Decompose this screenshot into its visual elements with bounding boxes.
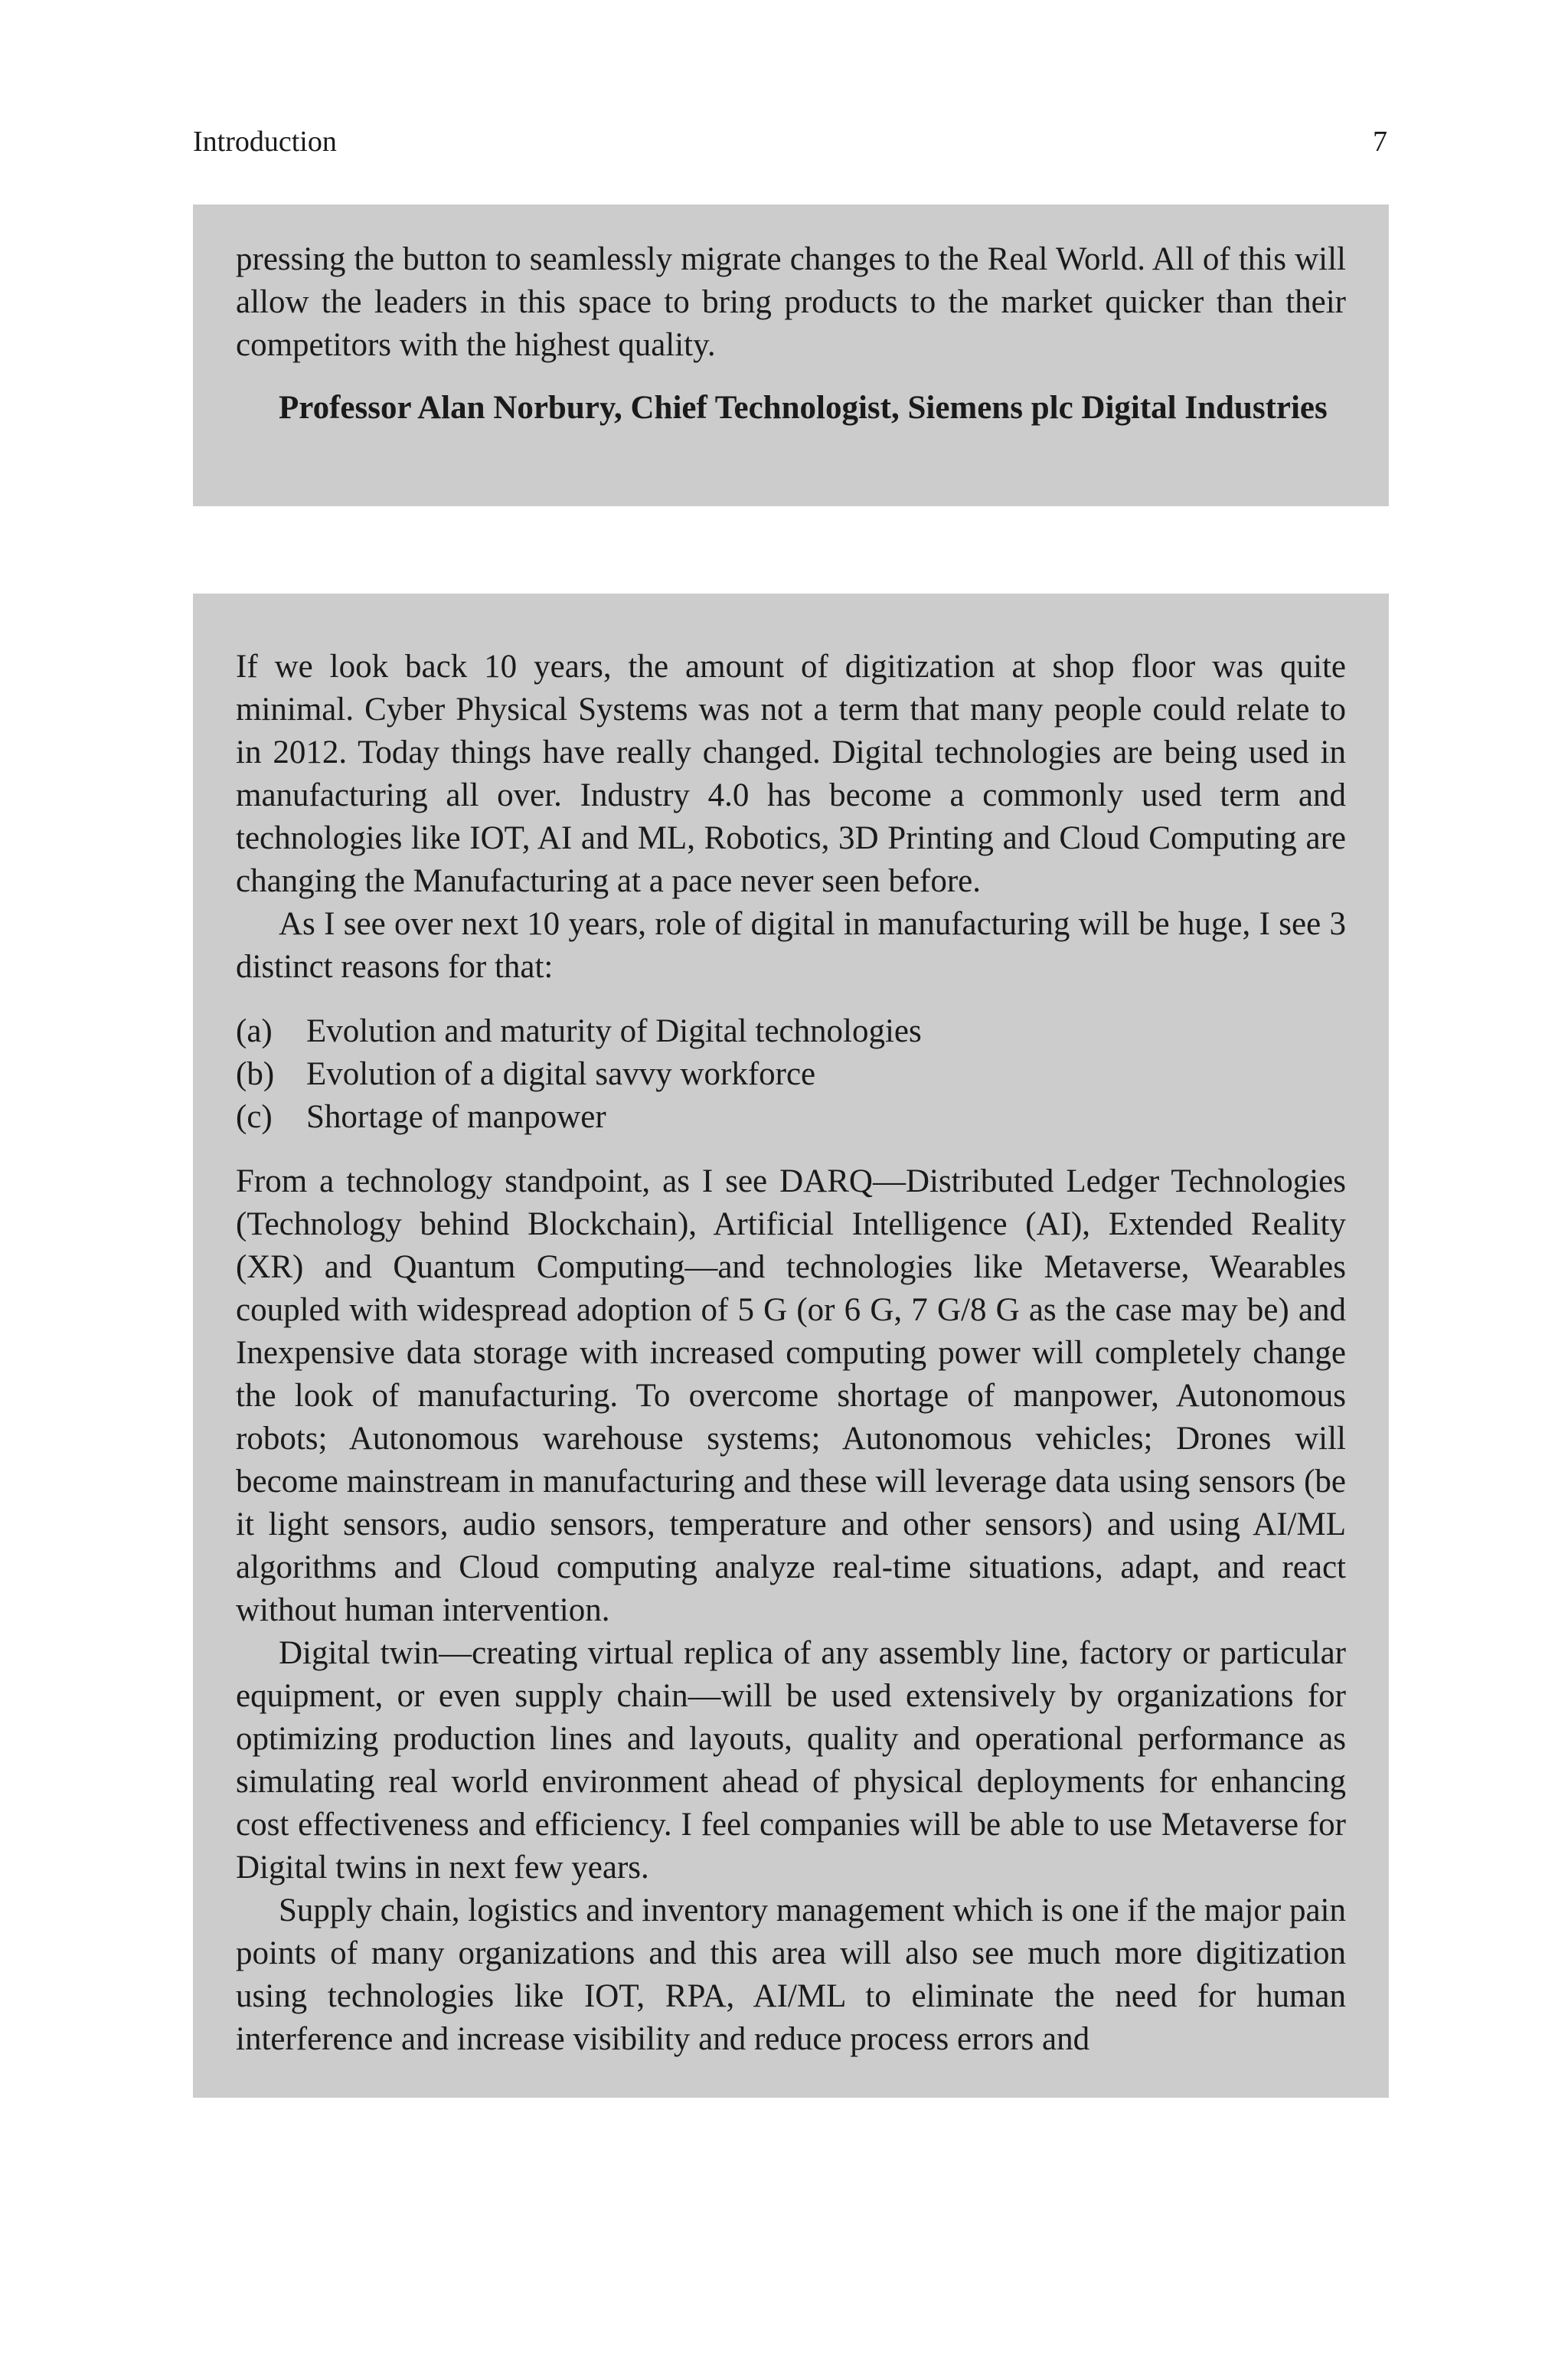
list-item-text: Evolution of a digital savvy workforce bbox=[306, 1056, 816, 1092]
quote-box-1 bbox=[193, 204, 1389, 506]
section-title: Introduction bbox=[193, 126, 337, 158]
body-paragraph: Supply chain, logistics and inventory management which is one if the major pain points of many organizations and this area will also see much more digitization using technologies like IOT, RPA, AI/ML to eliminate the need for human interference and increase visibility and reduce process errors and bbox=[236, 1892, 1346, 2057]
quote-box-2 bbox=[193, 594, 1389, 2098]
running-header bbox=[193, 123, 1387, 161]
list-item-text: Shortage of manpower bbox=[306, 1099, 606, 1135]
list-item bbox=[236, 1053, 1346, 1096]
page-number: 7 bbox=[1373, 126, 1387, 158]
reasons-list bbox=[236, 1010, 1346, 1139]
body-paragraph: Digital twin—creating virtual replica of any assembly line, factory or particular equipment, or even supply chain—will be used extensively by organizations for optimizing production lines and layouts, quality and operational performance as simulating real world environment ahead of physical deployments for enhancing cost effectiveness and efficiency. I feel companies will be able to use Metaverse for Digital twins in next few years. bbox=[236, 1635, 1346, 1886]
list-marker: (c) bbox=[236, 1099, 273, 1135]
list-item-text: Evolution and maturity of Digital technologies bbox=[306, 1013, 922, 1049]
quote-attribution: Professor Alan Norbury, Chief Technologist, Siemens plc Digital Industries bbox=[279, 390, 1328, 426]
quote-paragraph: pressing the button to seamlessly migrate changes to the Real World. All of this will allow the leaders in this space to bring products to the market quicker than their competitors with the highest quality. bbox=[236, 241, 1346, 363]
body-paragraph: If we look back 10 years, the amount of digitization at shop floor was quite minimal. Cyber Physical Systems was not a term that many people could relate to in 2012. Today things have really changed. Digital technologies are being used in manufacturing all over. Industry 4.0 has become a commonly used term and technologies like IOT, AI and ML, Robotics, 3D Printing and Cloud Computing are changing the Manufacturing at a pace never seen before. bbox=[236, 649, 1346, 899]
list-item bbox=[236, 1096, 1346, 1139]
body-paragraph: From a technology standpoint, as I see DARQ—Distributed Ledger Technologies (Technology behind Blockchain), Artificial Intelligence (AI), Extended Reality (XR) and Quantum Computing—and technologies like Metaverse, Wearables coupled with widespread adoption of 5 G (or 6 G, 7 G/8 G as the case may be) and Inexpensive data storage with increased computing power will completely change the look of manufacturing. To overcome shortage of manpower, Autonomous robots; Autonomous warehouse systems; Autonomous vehicles; Drones will become mainstream in manufacturing and these will leverage data using sensors (be it light sensors, audio sensors, temperature and other sensors) and using AI/ML algorithms and Cloud computing analyze real-time situations, adapt, and react without human intervention. bbox=[236, 1163, 1346, 1628]
list-marker: (a) bbox=[236, 1013, 273, 1049]
body-paragraph: As I see over next 10 years, role of digital in manufacturing will be huge, I see 3 distinct reasons for that: bbox=[236, 906, 1346, 985]
list-item bbox=[236, 1010, 1346, 1053]
list-marker: (b) bbox=[236, 1056, 275, 1092]
